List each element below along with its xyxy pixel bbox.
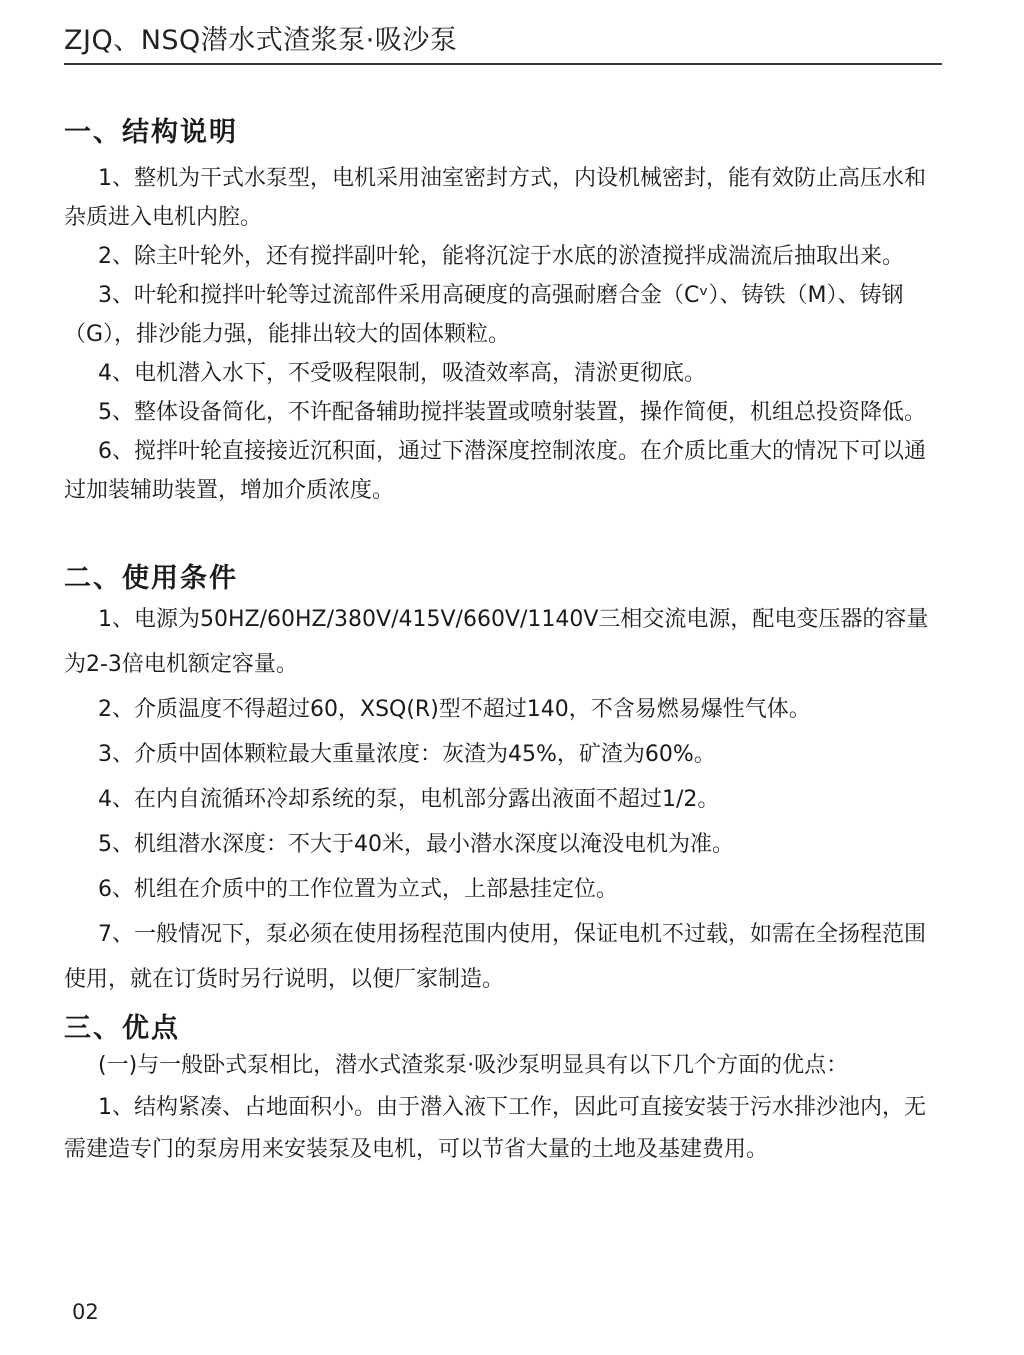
paragraph: 6、搅拌叶轮直接接近沉积面，通过下潜深度控制浓度。在介质比重大的情况下可以通过加装辅助装置，增加介质浓度。 [64, 439, 926, 503]
paragraph: 1、整机为干式水泵型，电机采用油室密封方式，内设机械密封，能有效防止高压水和杂质进入电机内腔。 [64, 166, 926, 230]
paragraph: 1、结构紧凑、占地面积小。由于潜入液下工作，因此可直接安装于污水排沙池内，无需建造专门的泵房用来安装泵及电机，可以节省大量的土地及基建费用。 [64, 1095, 926, 1162]
paragraph: 7、一般情况下，泵必须在使用扬程范围内使用，保证电机不过载，如需在全扬程范围使用，就在订货时另行说明，以便厂家制造。 [64, 922, 926, 992]
paragraph: 2、除主叶轮外，还有搅拌副叶轮，能将沉淀于水底的淤渣搅拌成湍流后抽取出来。 [98, 244, 904, 269]
page-number: 02 [72, 1300, 99, 1324]
section-title: 二、使用条件 [64, 563, 238, 594]
paragraph: (一)与一般卧式泵相比，潜水式渣浆泵·吸沙泵明显具有以下几个方面的优点： [98, 1053, 849, 1078]
paragraph: 2、介质温度不得超过60，XSQ(R)型不超过140，不含易燃易爆性气体。 [98, 697, 811, 722]
paragraph: 5、机组潜水深度：不大于40米，最小潜水深度以淹没电机为准。 [98, 832, 734, 857]
section-title: 三、优点 [64, 1013, 180, 1044]
paragraph: 5、整体设备简化，不许配备辅助搅拌装置或喷射装置，操作简便，机组总投资降低。 [98, 400, 926, 425]
section-advantages [64, 1006, 942, 1171]
paragraph: 4、在内自流循环冷却系统的泵，电机部分露出液面不超过1/2。 [98, 787, 720, 812]
paragraph: 3、叶轮和搅拌叶轮等过流部件采用高硬度的高强耐磨合金（Cᵛ）、铸铁（M）、铸钢（G），排沙能力强，能排出较大的固体颗粒。 [64, 283, 904, 347]
section-structure [64, 110, 942, 510]
section-title: 一、结构说明 [64, 117, 238, 148]
header-title: ZJQ、NSQ潜水式渣浆泵·吸沙泵 [64, 25, 458, 56]
page-header [64, 18, 942, 65]
section-conditions [64, 556, 942, 1002]
paragraph: 1、电源为50HZ/60HZ/380V/415V/660V/1140V三相交流电源，配电变压器的容量为2-3倍电机额定容量。 [64, 607, 929, 677]
paragraph: 3、介质中固体颗粒最大重量浓度：灰渣为45%，矿渣为60%。 [98, 742, 716, 767]
paragraph: 4、电机潜入水下，不受吸程限制，吸渣效率高，清淤更彻底。 [98, 361, 706, 386]
paragraph: 6、机组在介质中的工作位置为立式，上部悬挂定位。 [98, 877, 618, 902]
page-body [64, 110, 942, 1171]
